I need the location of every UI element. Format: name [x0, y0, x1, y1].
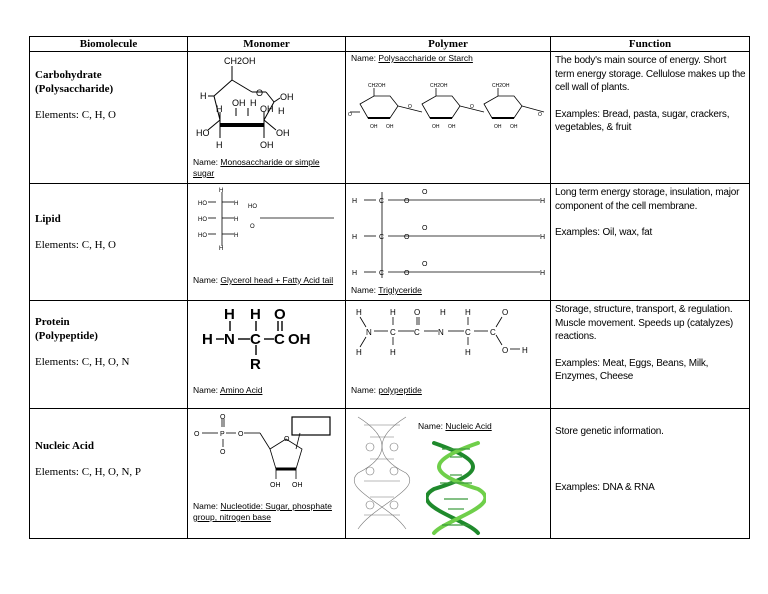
svg-text:H: H [216, 140, 223, 150]
elements-text: Elements: C, H, O [35, 239, 116, 251]
svg-text:O: O [220, 449, 226, 456]
svg-text:OH: OH [280, 92, 294, 102]
function-examples: Examples: Bread, pasta, sugar, crackers, vegetables, & fruit [555, 108, 730, 133]
svg-text:OH: OH [276, 128, 290, 138]
function-description: The body's main source of energy. Short term energy storage. Cellulose makes up the cell wall of plants. [555, 55, 746, 93]
polymer-name: Name: Nucleic Acid [418, 421, 492, 431]
function-description: Storage, structure, transport, & regulation. Muscle movement. Speeds up (catalyzes) reactions. [555, 304, 734, 342]
svg-text:H: H [390, 308, 396, 317]
svg-text:C: C [465, 328, 471, 337]
svg-text:OH: OH [270, 482, 281, 489]
svg-text:OH: OH [260, 140, 274, 150]
svg-text:H: H [465, 348, 471, 357]
glucose-structure-icon [192, 54, 342, 154]
elements-text: Elements: C, H, O, N, P [35, 466, 142, 478]
biomolecule-cell [30, 301, 188, 409]
svg-text:N: N [224, 331, 235, 348]
polymer-cell [346, 184, 551, 301]
starch-chain-icon [348, 82, 548, 142]
function-description: Store genetic information. [555, 426, 664, 437]
monomer-cell [188, 301, 346, 409]
svg-text:OH: OH [448, 124, 456, 130]
elements-text: Elements: C, H, O [35, 109, 116, 121]
svg-text:CH2OH: CH2OH [368, 83, 386, 89]
header-biomolecule: Biomolecule [30, 37, 188, 52]
svg-text:H: H [250, 306, 261, 323]
function-description: Long term energy storage, insulation, major component of the cell membrane. [555, 187, 740, 212]
polymer-cell [346, 409, 551, 539]
svg-text:O: O [220, 414, 226, 421]
svg-text:O: O [538, 112, 542, 118]
svg-text:O: O [284, 436, 290, 443]
table-row [30, 184, 750, 301]
svg-text:O: O [470, 104, 474, 110]
polypeptide-structure-icon [350, 305, 546, 371]
monomer-cell [188, 409, 346, 539]
dna-ladder-diagram-icon [350, 411, 414, 535]
svg-text:H: H [219, 246, 224, 250]
svg-text:OH: OH [232, 98, 246, 108]
triglyceride-structure-icon [350, 186, 548, 284]
biomolecule-name: Lipid [35, 213, 61, 225]
monomer-name: Name: Nucleotide: Sugar, phosphate group, nitrogen base [193, 501, 332, 522]
function-examples: Examples: Oil, wax, fat [555, 227, 653, 238]
svg-text:C: C [379, 234, 385, 241]
svg-text:OH: OH [288, 331, 311, 348]
svg-text:C: C [414, 328, 420, 337]
svg-text:HO: HO [198, 201, 207, 207]
svg-text:O: O [404, 270, 410, 277]
svg-text:H: H [356, 308, 362, 317]
polymer-cell [346, 52, 551, 184]
svg-text:H: H [540, 198, 546, 205]
svg-text:HO: HO [196, 128, 210, 138]
header-function: Function [551, 37, 750, 52]
svg-text:O: O [250, 224, 255, 230]
nucleotide-structure-icon [192, 413, 340, 493]
svg-text:O: O [414, 308, 421, 317]
svg-text:P: P [220, 431, 225, 438]
polymer-name: Name: Polysaccharide or Starch [351, 53, 473, 63]
biomolecule-cell [30, 409, 188, 539]
svg-text:H: H [390, 348, 396, 357]
svg-text:O: O [404, 234, 410, 241]
monomer-name: Name: Glycerol head + Fatty Acid tail [193, 275, 334, 285]
biomolecule-table-container [29, 36, 747, 538]
svg-text:OH: OH [370, 124, 378, 130]
function-text [551, 52, 749, 135]
monomer-name: Name: Amino Acid [193, 385, 263, 395]
header-polymer: Polymer [346, 37, 551, 52]
svg-text:H: H [356, 348, 362, 357]
svg-text:H: H [278, 106, 285, 116]
function-cell [551, 52, 750, 184]
svg-text:CH2OH: CH2OH [492, 83, 510, 89]
function-cell [551, 184, 750, 301]
elements-text: Elements: C, H, O, N [35, 356, 130, 368]
svg-text:C: C [379, 270, 385, 277]
svg-text:H: H [465, 308, 471, 317]
svg-text:C: C [390, 328, 396, 337]
svg-text:HO: HO [248, 204, 257, 210]
function-text [551, 301, 749, 384]
svg-text:H: H [224, 306, 235, 323]
svg-text:OH: OH [494, 124, 502, 130]
biomolecule-name: Carbohydrate (Polysaccharide) [35, 69, 114, 95]
biomolecule-table [29, 36, 750, 539]
svg-text:H: H [250, 98, 257, 108]
dna-double-helix-icon [426, 439, 486, 537]
svg-text:O: O [256, 88, 264, 98]
polymer-name: Name: Triglyceride [351, 285, 422, 295]
amino-acid-structure-icon [194, 305, 340, 375]
function-cell [551, 409, 750, 539]
svg-text:C: C [490, 328, 496, 337]
svg-text:H: H [352, 270, 358, 277]
svg-text:N: N [438, 328, 444, 337]
svg-text:C: C [379, 198, 385, 205]
monomer-name: Name: Monosaccharide or simple sugar [193, 157, 320, 178]
biomolecule-name: Nucleic Acid [35, 440, 94, 452]
svg-text:R: R [250, 356, 261, 373]
svg-text:OH: OH [510, 124, 518, 130]
svg-text:H: H [440, 308, 446, 317]
svg-text:OH: OH [386, 124, 394, 130]
svg-text:O: O [348, 112, 352, 118]
function-text [551, 409, 749, 494]
svg-text:OH: OH [432, 124, 440, 130]
polymer-name: Name: polypeptide [351, 385, 422, 395]
header-row [30, 37, 750, 52]
svg-text:O: O [422, 189, 428, 196]
svg-text:H: H [234, 233, 239, 239]
svg-text:H: H [352, 198, 358, 205]
function-examples: Examples: Meat, Eggs, Beans, Milk, Enzymes, Cheese [555, 357, 709, 382]
monomer-cell [188, 52, 346, 184]
svg-text:N: N [366, 328, 372, 337]
svg-text:HO: HO [198, 217, 207, 223]
glycerol-fatty-acid-icon [194, 186, 340, 250]
svg-text:CH2OH: CH2OH [224, 56, 256, 66]
table-row [30, 52, 750, 184]
svg-text:HO: HO [198, 233, 207, 239]
svg-text:O: O [274, 306, 286, 323]
svg-text:O: O [408, 104, 412, 110]
svg-text:H: H [540, 270, 546, 277]
biomolecule-name: Protein (Polypeptide) [35, 316, 98, 342]
svg-text:H: H [234, 217, 239, 223]
svg-text:H: H [522, 346, 528, 355]
svg-text:CH2OH: CH2OH [430, 83, 448, 89]
svg-text:O: O [422, 261, 428, 268]
svg-text:O: O [502, 308, 509, 317]
svg-text:O: O [404, 198, 410, 205]
monomer-cell [188, 184, 346, 301]
header-monomer: Monomer [188, 37, 346, 52]
svg-text:H: H [352, 234, 358, 241]
polymer-cell [346, 301, 551, 409]
svg-text:O: O [194, 431, 200, 438]
function-examples: Examples: DNA & RNA [555, 481, 655, 493]
svg-text:H: H [202, 331, 213, 348]
svg-text:C: C [274, 331, 285, 348]
table-row [30, 409, 750, 539]
svg-text:H: H [219, 188, 224, 194]
biomolecule-cell [30, 52, 188, 184]
svg-text:O: O [422, 225, 428, 232]
svg-text:H: H [540, 234, 546, 241]
function-text [551, 184, 749, 240]
svg-text:H: H [216, 104, 223, 114]
biomolecule-cell [30, 184, 188, 301]
svg-text:H: H [234, 201, 239, 207]
function-cell [551, 301, 750, 409]
svg-text:OH: OH [260, 104, 274, 114]
svg-text:H: H [200, 91, 207, 101]
svg-text:O: O [238, 431, 244, 438]
svg-text:O: O [502, 346, 509, 355]
table-row [30, 301, 750, 409]
svg-text:OH: OH [292, 482, 303, 489]
svg-text:C: C [250, 331, 261, 348]
